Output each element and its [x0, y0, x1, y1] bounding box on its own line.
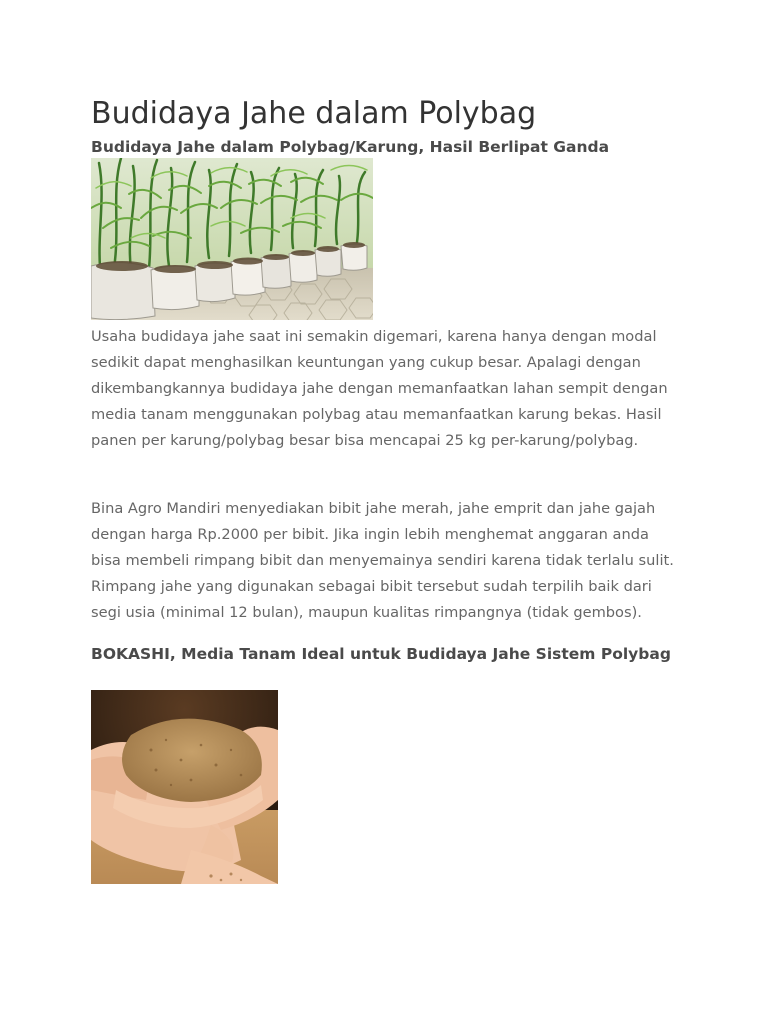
paragraph-seed-offer: Bina Agro Mandiri menyediakan bibit jahe merah, jahe emprit dan jahe gajah dengan harga Rp.2000 per bibit. Jika ingin lebih menghemat anggaran anda bisa membeli rimpang bibit dan menyemainya sendiri karena tidak terlalu sulit. Rimpang jahe yang digunakan sebagai bibit tersebut sudah terpilih baik dari segi usia (minimal 12 bulan), maupun kualitas rimpangnya (tidak gembos). [91, 500, 674, 621]
ginger-plants-in-sacks-photo [91, 158, 373, 320]
section-heading-bokashi: BOKASHI, Media Tanam Ideal untuk Budidaya Jahe Sistem Polybag [91, 645, 671, 663]
paragraph-intro: Usaha budidaya jahe saat ini semakin digemari, karena hanya dengan modal sedikit dapat menghasilkan keuntungan yang cukup besar. Apalagi dengan dikembangkannya budidaya jahe dengan memanfaatkan lahan sempit dengan media tanam menggunakan polybag atau memanfaatkan karung bekas. Hasil panen per karung/polybag besar bisa mencapai 25 kg per-karung/polybag. [91, 328, 668, 449]
page-title: Budidaya Jahe dalam Polybag [91, 96, 537, 131]
hands-holding-bokashi-photo [91, 690, 278, 884]
section-heading-polybag: Budidaya Jahe dalam Polybag/Karung, Hasil Berlipat Ganda [91, 138, 610, 156]
